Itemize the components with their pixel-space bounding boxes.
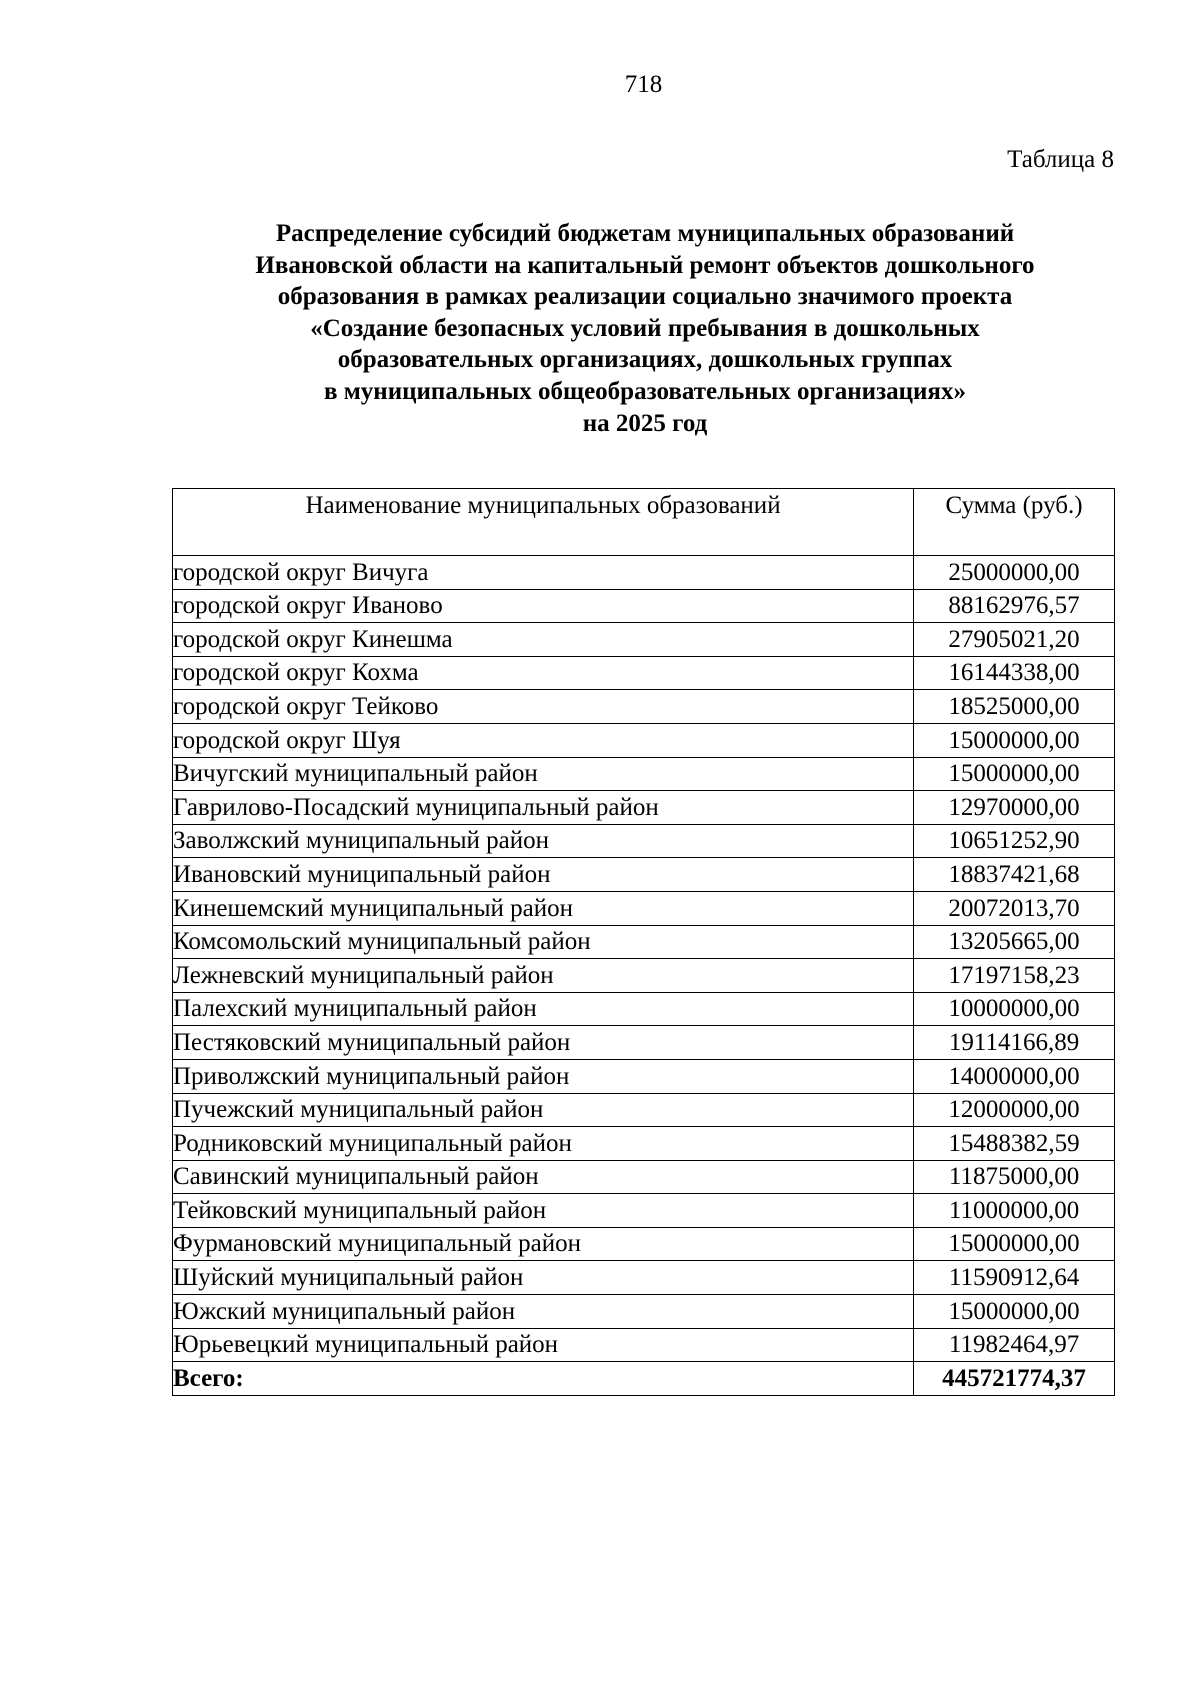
subsidy-amount: 25000000,00 [914,556,1115,590]
subsidy-amount: 12970000,00 [914,791,1115,825]
municipality-name: городской округ Шуя [173,723,914,757]
subsidy-amount: 11000000,00 [914,1194,1115,1228]
subsidy-amount: 11982464,97 [914,1328,1115,1362]
table-row [173,1059,1115,1093]
table-row [173,959,1115,993]
municipality-name: Тейковский муниципальный район [173,1194,914,1228]
subsidy-amount: 12000000,00 [914,1093,1115,1127]
table-row [173,589,1115,623]
subsidy-amount: 15000000,00 [914,757,1115,791]
table-row [173,925,1115,959]
subsidy-amount: 18525000,00 [914,690,1115,724]
municipality-name: Пучежский муниципальный район [173,1093,914,1127]
table-header-row [173,489,1115,556]
subsidy-amount: 13205665,00 [914,925,1115,959]
subsidy-amount: 88162976,57 [914,589,1115,623]
subsidy-amount: 10000000,00 [914,992,1115,1026]
municipality-name: Юрьевецкий муниципальный район [173,1328,914,1362]
subsidy-amount: 15488382,59 [914,1127,1115,1161]
municipality-name: Южский муниципальный район [173,1295,914,1329]
header-name-column: Наименование муниципальных образований [173,489,914,556]
municipality-name: Комсомольский муниципальный район [173,925,914,959]
municipality-name: Приволжский муниципальный район [173,1059,914,1093]
table-row [173,1194,1115,1228]
table-row [173,1328,1115,1362]
table-label: Таблица 8 [1007,146,1114,173]
subsidy-amount: 15000000,00 [914,1295,1115,1329]
subsidy-amount: 20072013,70 [914,891,1115,925]
subsidy-amount: 11875000,00 [914,1160,1115,1194]
municipality-name: Шуйский муниципальный район [173,1261,914,1295]
table-row [173,891,1115,925]
table-row [173,1261,1115,1295]
subsidy-amount: 19114166,89 [914,1026,1115,1060]
municipality-name: Савинский муниципальный район [173,1160,914,1194]
table-row [173,1127,1115,1161]
subsidy-table [172,488,1115,1396]
municipality-name: Пестяковский муниципальный район [173,1026,914,1060]
table-row [173,1026,1115,1060]
table-row [173,1160,1115,1194]
subsidy-amount: 10651252,90 [914,824,1115,858]
municipality-name: Родниковский муниципальный район [173,1127,914,1161]
title-line: «Создание безопасных условий пребывания в дошкольных [310,314,980,342]
table-row [173,556,1115,590]
subsidy-amount: 15000000,00 [914,1227,1115,1261]
municipality-name: Кинешемский муниципальный район [173,891,914,925]
title-line: на 2025 год [582,409,708,437]
table-row [173,791,1115,825]
subsidy-amount: 27905021,20 [914,623,1115,657]
title-line: образования в рамках реализации социально значимого проекта [277,283,1013,311]
municipality-name: Фурмановский муниципальный район [173,1227,914,1261]
total-amount: 445721774,37 [914,1362,1115,1396]
table-row [173,1227,1115,1261]
subsidy-amount: 18837421,68 [914,858,1115,892]
title-line: в муниципальных общеобразовательных организациях» [324,377,966,405]
municipality-name: городской округ Кохма [173,656,914,690]
total-label: Всего: [173,1362,914,1396]
municipality-name: Ивановский муниципальный район [173,858,914,892]
title-line: образовательных организациях, дошкольных группах [337,346,953,374]
table-row [173,623,1115,657]
table-row [173,1093,1115,1127]
municipality-name: Палехский муниципальный район [173,992,914,1026]
table-row [173,992,1115,1026]
subsidy-amount: 11590912,64 [914,1261,1115,1295]
table-row [173,824,1115,858]
total-row [173,1362,1115,1396]
municipality-name: Гаврилово-Посадский муниципальный район [173,791,914,825]
municipality-name: Заволжский муниципальный район [173,824,914,858]
municipality-name: городской округ Иваново [173,589,914,623]
municipality-name: Лежневский муниципальный район [173,959,914,993]
subsidy-amount: 17197158,23 [914,959,1115,993]
table-row [173,723,1115,757]
title-line: Ивановской области на капитальный ремонт объектов дошкольного [255,251,1035,279]
table-row [173,858,1115,892]
title-line: Распределение субсидий бюджетам муниципальных образований [275,220,1015,247]
table-row [173,757,1115,791]
subsidy-amount: 16144338,00 [914,656,1115,690]
municipality-name: городской округ Кинешма [173,623,914,657]
header-sum-column: Сумма (руб.) [914,489,1115,556]
table-row [173,1295,1115,1329]
table-row [173,656,1115,690]
municipality-name: Вичугский муниципальный район [173,757,914,791]
municipality-name: городской округ Тейково [173,690,914,724]
municipality-name: городской округ Вичуга [173,556,914,590]
subsidy-amount: 14000000,00 [914,1059,1115,1093]
document-title [150,218,1140,439]
subsidy-amount: 15000000,00 [914,723,1115,757]
table-row [173,690,1115,724]
page-number: 718 [624,71,663,98]
